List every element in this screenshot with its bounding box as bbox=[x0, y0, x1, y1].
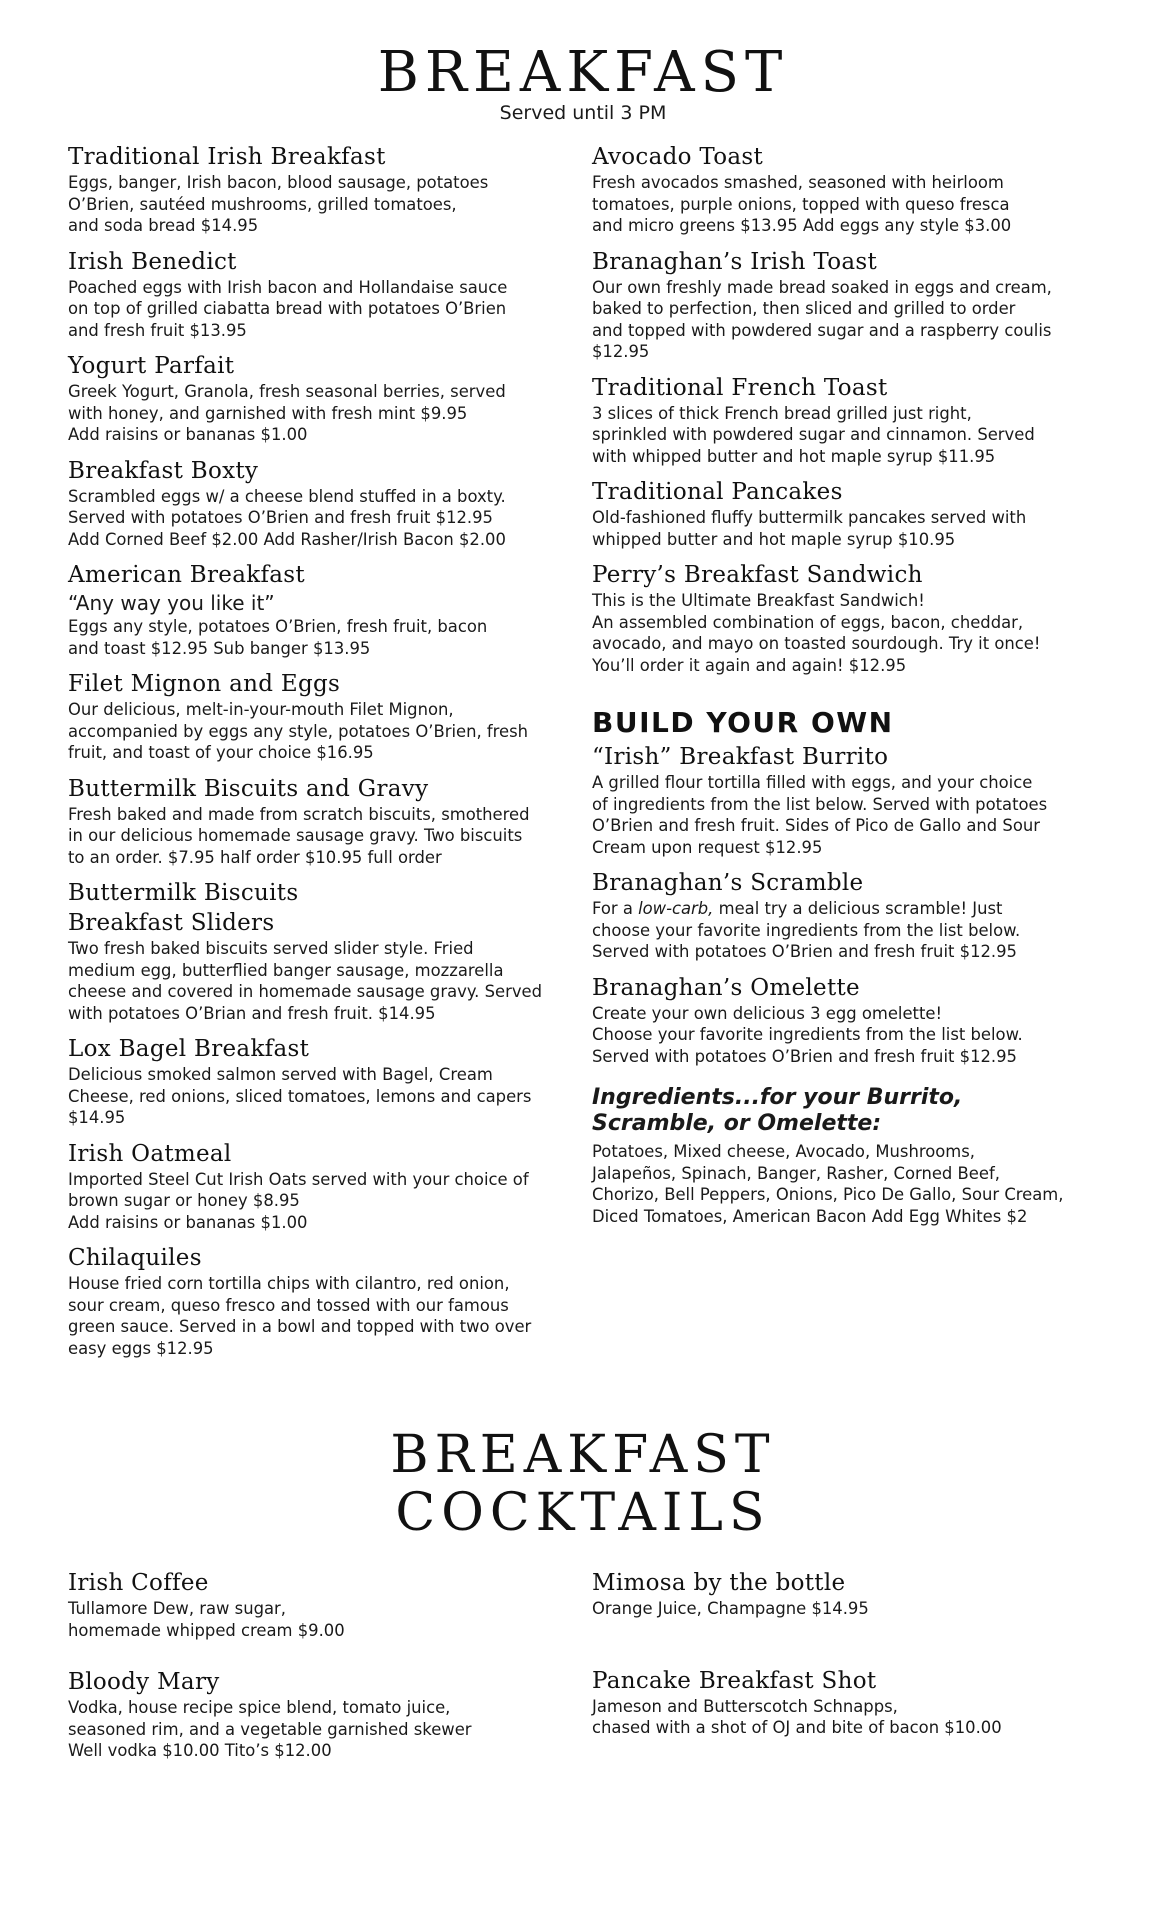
item-name: Buttermilk Biscuits and Gravy bbox=[68, 775, 429, 802]
item-description: Imported Steel Cut Irish Oats served with your choice of brown sugar or honey $8.95 Add raisins or bananas $1.00 bbox=[68, 1169, 529, 1232]
item-description: Old-fashioned fluffy buttermilk pancakes served with whipped butter and hot maple syrup $10.95 bbox=[592, 508, 1027, 549]
item-name: Traditional Irish Breakfast bbox=[68, 144, 386, 170]
cocktail-item bbox=[592, 1666, 1092, 1739]
cocktail-item bbox=[68, 1568, 568, 1641]
item-description: Fresh baked and made from scratch biscuits, smothered in our delicious homemade sausage gravy. Two biscuits to an order. $7.95 half order $10.95 full order bbox=[68, 804, 530, 867]
item-name: Traditional Pancakes bbox=[592, 479, 843, 505]
cocktails-title-line-2: COCKTAILS bbox=[395, 1483, 771, 1543]
breakfast-right-column bbox=[592, 142, 1102, 1227]
item-description: Eggs any style, potatoes O’Brien, fresh fruit, bacon and toast $12.95 Sub banger $13.95 bbox=[68, 617, 488, 658]
item-name: Irish Benedict bbox=[68, 248, 237, 275]
item-description: Fresh avocados smashed, seasoned with heirloom tomatoes, purple onions, topped with queso fresca and micro greens $13.95 Add eggs any style $3.00 bbox=[592, 173, 1012, 235]
cocktails-title bbox=[0, 1426, 1166, 1542]
menu-item bbox=[68, 774, 568, 869]
item-description: This is the Ultimate Breakfast Sandwich! An assembled combination of eggs, bacon, cheddar, avocado, and mayo on toasted sourdough. Try it once! You’ll order it again and again! $12.95 bbox=[592, 591, 1041, 675]
item-name: Buttermilk Biscuits Breakfast Sliders bbox=[68, 880, 299, 936]
desc-text: meal try a delicious scramble! Just choose your favorite ingredients from the list below. Served with potatoes O’Brien and fresh fruit $12.95 bbox=[592, 899, 1021, 961]
desc-emphasis: low-carb, bbox=[638, 899, 714, 918]
item-description: Create your own delicious 3 egg omelette! Choose your favorite ingredients from the list below. Served with potatoes O’Brien and fresh fruit $12.95 bbox=[592, 1003, 1023, 1066]
ingredients-list: Potatoes, Mixed cheese, Avocado, Mushrooms, Jalapeños, Spinach, Banger, Rasher, Corned Beef, Chorizo, Bell Peppers, Onions, Pico De Gallo, Sour Cream, Diced Tomatoes, American Bacon Add Egg Whites $2 bbox=[592, 1142, 1064, 1226]
item-name: Breakfast Boxty bbox=[68, 457, 259, 484]
item-name: Bloody Mary bbox=[68, 1669, 220, 1695]
menu-item bbox=[68, 1139, 568, 1234]
item-name: Filet Mignon and Eggs bbox=[68, 671, 341, 697]
item-description: 3 slices of thick French bread grilled just right, sprinkled with powdered sugar and cinnamon. Served with whipped butter and hot maple syrup $11.95 bbox=[592, 403, 1035, 466]
item-description: Delicious smoked salmon served with Bagel, Cream Cheese, red onions, sliced tomatoes, lemons and capers $14.95 bbox=[68, 1065, 532, 1127]
menu-item bbox=[592, 560, 1102, 676]
menu-item bbox=[68, 142, 568, 237]
item-name: American Breakfast bbox=[68, 562, 305, 588]
item-name: Branaghan’s Omelette bbox=[592, 974, 860, 1001]
item-name: Lox Bagel Breakfast bbox=[68, 1036, 310, 1062]
menu-item bbox=[592, 973, 1102, 1068]
menu-item bbox=[68, 456, 568, 551]
item-description: Our delicious, melt-in-your-mouth Filet Mignon, accompanied by eggs any style, potatoes O’Brien, fresh fruit, and toast of your choice $16.95 bbox=[68, 700, 529, 762]
menu-item bbox=[592, 247, 1102, 363]
menu-item bbox=[592, 142, 1102, 237]
item-name: Pancake Breakfast Shot bbox=[592, 1667, 877, 1694]
item-name: Yogurt Parfait bbox=[68, 353, 235, 379]
item-description: Our own freshly made bread soaked in eggs and cream, baked to perfection, then sliced and grilled to order and topped with powdered sugar and a raspberry coulis $12.95 bbox=[592, 277, 1052, 361]
item-name: Branaghan’s Scramble bbox=[592, 870, 864, 896]
item-description: Eggs, banger, Irish bacon, blood sausage, potatoes O’Brien, sautéed mushrooms, grilled tomatoes, and soda bread $14.95 bbox=[68, 173, 489, 235]
item-name: “Irish” Breakfast Burrito bbox=[592, 744, 889, 770]
menu-item bbox=[592, 373, 1102, 468]
item-description: Greek Yogurt, Granola, fresh seasonal berries, served with honey, and garnished with fresh mint $9.95 Add raisins or bananas $1.00 bbox=[68, 382, 506, 444]
item-description: A grilled flour tortilla filled with eggs, and your choice of ingredients from the list below. Served with potatoes O’Brien and fresh fruit. Sides of Pico de Gallo and Sour Cream upon request $12.95 bbox=[592, 773, 1048, 857]
serving-hours: Served until 3 PM bbox=[499, 102, 667, 124]
item-description: Jameson and Butterscotch Schnapps, chased with a shot of OJ and bite of bacon $10.00 bbox=[592, 1696, 1002, 1737]
item-name: Irish Oatmeal bbox=[68, 1140, 232, 1167]
item-description: Scrambled eggs w/ a cheese blend stuffed in a boxty. Served with potatoes O’Brien and fresh fruit $12.95 Add Corned Beef $2.00 Add Rasher/Irish Bacon $2.00 bbox=[68, 486, 506, 549]
item-description: Two fresh baked biscuits served slider style. Fried medium egg, butterflied banger sausage, mozzarella cheese and covered in homemade sausage gravy. Served with potatoes O’Brian and fresh fruit. $14.95 bbox=[68, 939, 543, 1023]
cocktail-item bbox=[68, 1667, 568, 1762]
item-description: Vodka, house recipe spice blend, tomato juice, seasoned rim, and a vegetable garnished skewer Well vodka $10.00 Tito’s $12.00 bbox=[68, 1698, 472, 1760]
ingredients-title: Ingredients...for your Burrito, Scramble, or Omelette: bbox=[592, 1085, 963, 1136]
menu-item bbox=[68, 1243, 568, 1359]
item-name: Irish Coffee bbox=[68, 1570, 209, 1596]
menu-item bbox=[68, 878, 568, 1024]
cocktail-item bbox=[592, 1568, 1092, 1620]
menu-item bbox=[592, 868, 1102, 963]
page-title: BREAKFAST bbox=[377, 40, 789, 105]
cocktails-title-line-1: BREAKFAST bbox=[390, 1425, 776, 1485]
menu-item bbox=[592, 477, 1102, 550]
menu-item bbox=[68, 247, 568, 342]
item-name: Perry’s Breakfast Sandwich bbox=[592, 562, 923, 588]
item-description: Tullamore Dew, raw sugar, homemade whipped cream $9.00 bbox=[68, 1599, 345, 1640]
menu-item bbox=[592, 742, 1102, 858]
item-name: Chilaquiles bbox=[68, 1245, 202, 1271]
menu-item bbox=[68, 669, 568, 764]
desc-text: For a bbox=[592, 899, 639, 918]
item-description: House fried corn tortilla chips with cilantro, red onion, sour cream, queso fresco and tossed with our famous green sauce. Served in a bowl and topped with two over easy eggs $12.95 bbox=[68, 1274, 532, 1358]
item-description bbox=[592, 898, 1102, 963]
cocktails-right-column bbox=[592, 1568, 1092, 1765]
menu-item bbox=[68, 560, 568, 659]
item-name: Branaghan’s Irish Toast bbox=[592, 248, 878, 275]
build-your-own-heading: BUILD YOUR OWN bbox=[592, 706, 894, 739]
item-description: Poached eggs with Irish bacon and Hollandaise sauce on top of grilled ciabatta bread with potatoes O’Brien and fresh fruit $13.95 bbox=[68, 277, 508, 340]
cocktails-left-column bbox=[68, 1568, 568, 1788]
item-tagline: “Any way you like it” bbox=[68, 591, 275, 615]
menu-item bbox=[68, 1034, 568, 1129]
item-name: Avocado Toast bbox=[592, 144, 764, 170]
breakfast-left-column bbox=[68, 142, 568, 1369]
menu-item bbox=[68, 351, 568, 446]
item-name: Traditional French Toast bbox=[592, 374, 888, 401]
item-description: Orange Juice, Champagne $14.95 bbox=[592, 1599, 869, 1618]
item-name: Mimosa by the bottle bbox=[592, 1570, 846, 1596]
